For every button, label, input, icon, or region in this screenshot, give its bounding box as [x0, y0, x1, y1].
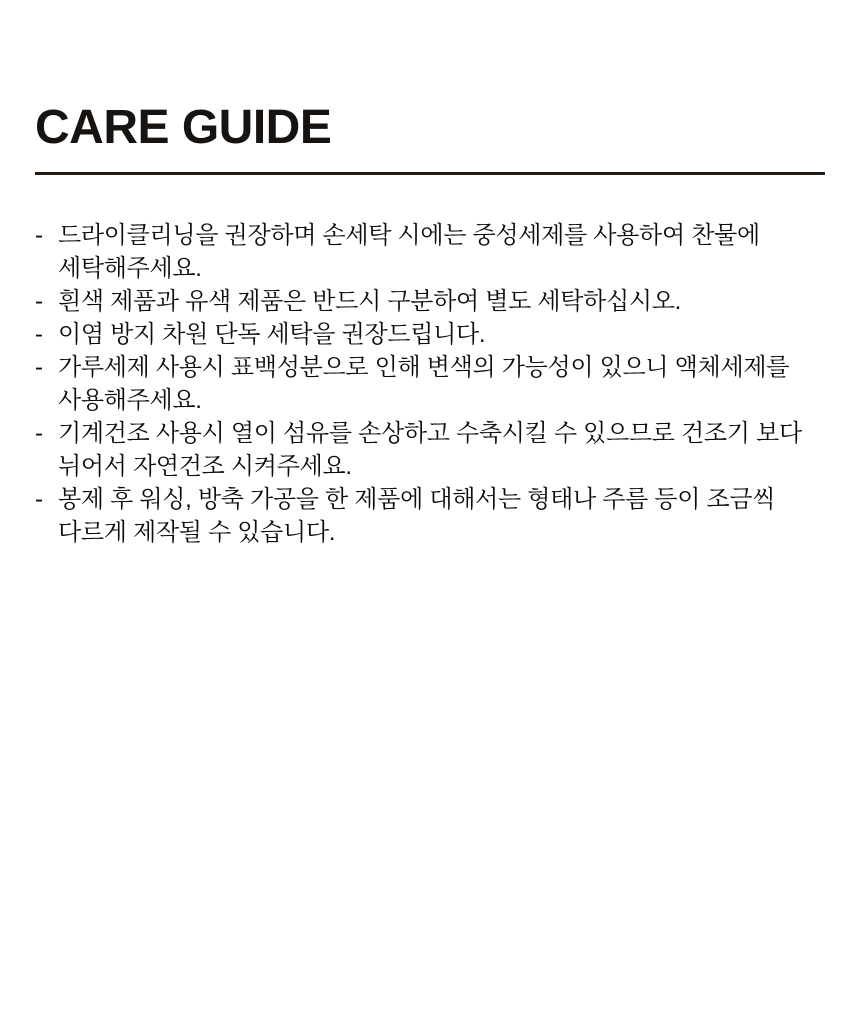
- care-instruction-line: 드라이클리닝을 권장하며 손세탁 시에는 중성세제를 사용하여 찬물에: [58, 222, 760, 249]
- care-instruction-line: 이염 방지 차원 단독 세탁을 권장드립니다.: [58, 321, 486, 348]
- bullet-dash: -: [35, 420, 43, 447]
- care-instruction-item: [35, 318, 825, 351]
- care-instruction-text: [58, 285, 825, 318]
- bullet-dash: -: [35, 486, 43, 513]
- care-instruction-item: [35, 351, 825, 417]
- care-instruction-text: [58, 483, 825, 549]
- care-instruction-text: [58, 318, 825, 351]
- care-instruction-text: [58, 417, 825, 483]
- care-instruction-item: [35, 417, 825, 483]
- care-instruction-line: 봉제 후 워싱, 방축 가공을 한 제품에 대해서는 형태나 주름 등이 조금씩: [58, 486, 776, 513]
- care-instruction-item: [35, 219, 825, 285]
- care-instruction-text: [58, 351, 825, 417]
- page-title: CARE GUIDE: [35, 101, 332, 154]
- care-instructions-list: [35, 219, 825, 549]
- bullet-dash: -: [35, 288, 43, 315]
- care-instruction-text: [58, 219, 825, 285]
- bullet-dash: -: [35, 321, 43, 348]
- bullet-dash: -: [35, 354, 43, 381]
- care-instruction-line: 다르게 제작될 수 있습니다.: [58, 519, 336, 546]
- title-divider: [35, 172, 825, 175]
- care-instruction-line: 가루세제 사용시 표백성분으로 인해 변색의 가능성이 있으니 액체세제를: [58, 354, 790, 381]
- care-instruction-item: [35, 285, 825, 318]
- bullet-dash: -: [35, 222, 43, 249]
- care-instruction-line: 사용해주세요.: [58, 387, 202, 414]
- care-instruction-line: 세탁해주세요.: [58, 255, 202, 282]
- care-instruction-line: 흰색 제품과 유색 제품은 반드시 구분하여 별도 세탁하십시오.: [58, 288, 682, 315]
- care-instruction-item: [35, 483, 825, 549]
- care-instruction-line: 기계건조 사용시 열이 섬유를 손상하고 수축시킬 수 있으므로 건조기 보다: [58, 420, 802, 447]
- care-instruction-line: 뉘어서 자연건조 시켜주세요.: [58, 453, 352, 480]
